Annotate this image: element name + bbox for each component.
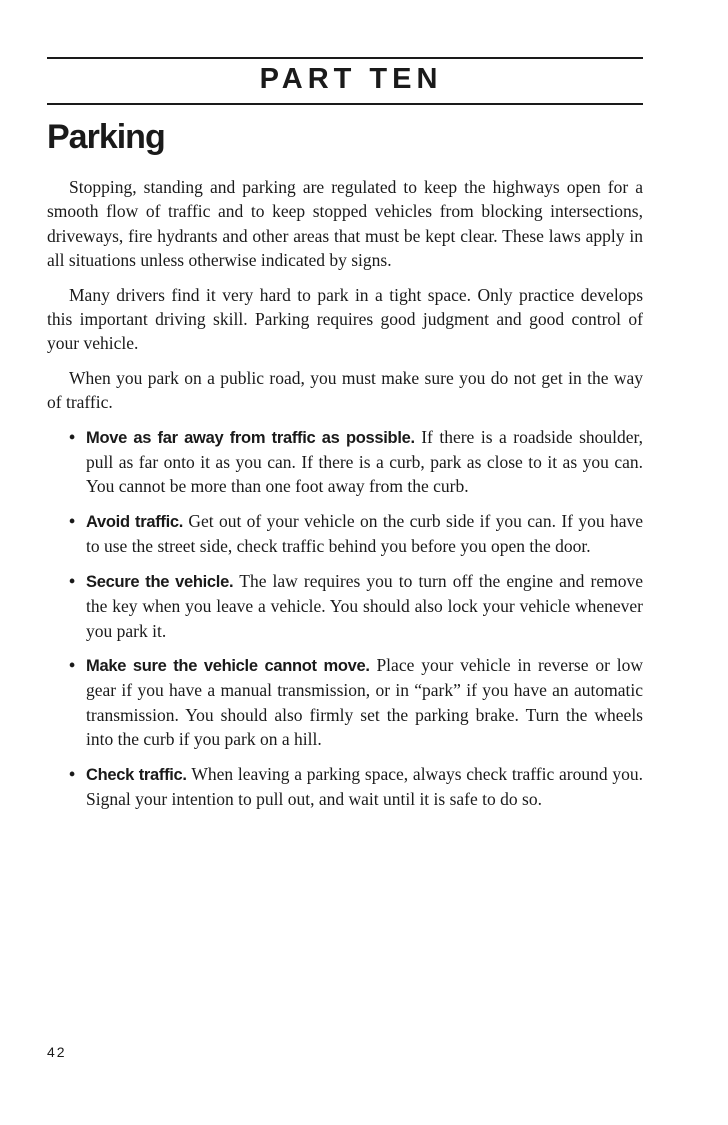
document-page <box>47 0 643 821</box>
paragraph-public-road: When you park on a public road, you must make sure you do not get in the way of traffic. <box>47 367 643 413</box>
bullet-text: Place your vehicle in reverse or low gear if you have a manual transmission, or in “park” if you have an automatic transmission. You should also firmly set the parking brake. Turn the wheels into the curb if you park on a hill. <box>86 654 643 750</box>
bullet-lead: Secure the vehicle. <box>86 572 240 591</box>
bullet-marker: • <box>69 510 76 531</box>
bullet-lead: Check traffic. <box>86 765 192 784</box>
parking-rules-list <box>47 425 643 812</box>
list-item <box>47 509 643 559</box>
bullet-lead: Avoid traffic. <box>86 512 189 531</box>
part-header: PART TEN <box>259 63 443 95</box>
bullet-text: Get out of your vehicle on the curb side if you can. If you have to use the street side, check traffic behind you before you open the door. <box>86 510 643 557</box>
list-item <box>47 569 643 643</box>
paragraph-intro: Stopping, standing and parking are regulated to keep the highways open for a smooth flow of traffic and to keep stopped vehicles from blocking intersections, driveways, fire hydrants and other areas that must be kept clear. These laws apply in all situations unless otherwise indicated by signs. <box>47 177 643 271</box>
header-bottom-rule <box>47 103 643 105</box>
bullet-marker: • <box>69 570 76 591</box>
bullet-text: When leaving a parking space, always check traffic around you. Signal your intention to pull out, and wait until it is safe to do so. <box>86 763 643 809</box>
list-item <box>47 653 643 752</box>
page-number: 42 <box>47 1044 67 1060</box>
bullet-marker: • <box>69 426 76 447</box>
bullet-text: If there is a roadside shoulder, pull as far onto it as you can. If there is a curb, park as close to it as you can. You cannot be more than one foot away from the curb. <box>86 426 644 497</box>
section-title: Parking <box>47 118 165 156</box>
bullet-lead: Move as far away from traffic as possible. <box>86 428 422 447</box>
bullet-text: The law requires you to turn off the engine and remove the key when you leave a vehicle. You should also lock your vehicle whenever you park it. <box>86 570 643 641</box>
list-item <box>47 762 643 812</box>
paragraph-practice: Many drivers find it very hard to park in a tight space. Only practice develops this important driving skill. Parking requires good judgment and good control of your vehicle. <box>47 284 643 354</box>
bullet-lead: Make sure the vehicle cannot move. <box>86 656 377 675</box>
bullet-marker: • <box>69 763 76 784</box>
list-item <box>47 425 643 499</box>
bullet-marker: • <box>69 654 76 675</box>
